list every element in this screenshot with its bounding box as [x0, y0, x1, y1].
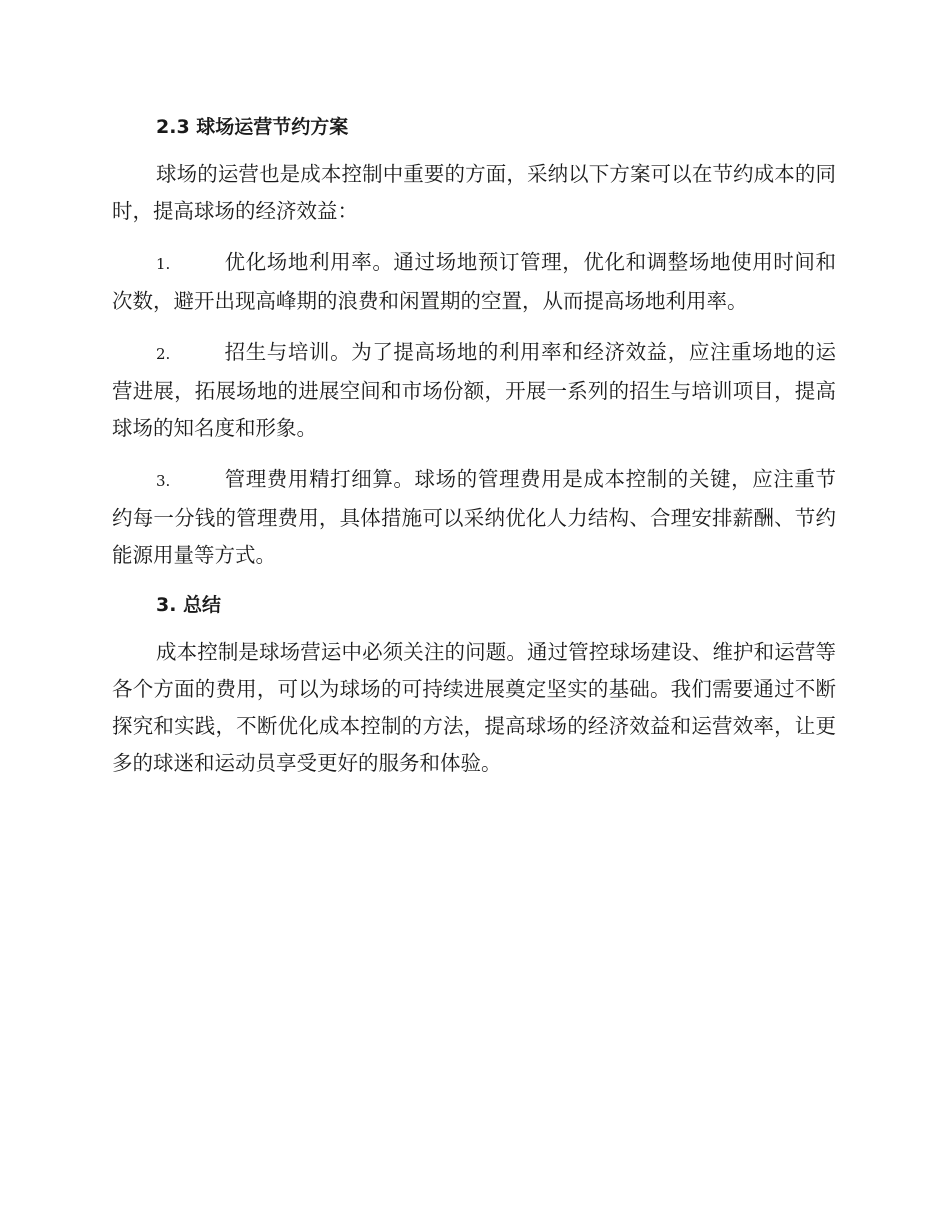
section-heading-3: 3. 总结 [156, 594, 222, 616]
summary-paragraph: 成本控制是球场营运中必须关注的问题。通过管控球场建设、维护和运营等各个方面的费用，可以为球场的可持续进展奠定坚实的基础。我们需要通过不断探究和实践，不断优化成本控制的方法，提高球场的经济效益和运营效率，让更多的球迷和运动员享受更好的服务和体验。 [112, 640, 836, 775]
list-item-number: 3. [156, 472, 171, 490]
section-intro-paragraph: 球场的运营也是成本控制中重要的方面，采纳以下方案可以在节约成本的同时，提高球场的经济效益： [112, 162, 836, 223]
list-item-number: 1. [156, 255, 171, 273]
list-item-2 [112, 334, 836, 447]
list-item-text: 优化场地利用率。通过场地预订管理，优化和调整场地使用时间和次数，避开出现高峰期的浪费和闲置期的空置，从而提高场地利用率。 [112, 250, 836, 313]
section-heading-2-3: 2.3 球场运营节约方案 [156, 116, 349, 138]
list-item-text: 管理费用精打细算。球场的管理费用是成本控制的关键，应注重节约每一分钱的管理费用，具体措施可以采纳优化人力结构、合理安排薪酬、节约能源用量等方式。 [112, 467, 836, 567]
document-content [112, 110, 836, 796]
list-item-number: 2. [156, 345, 171, 363]
list-item-3 [112, 461, 836, 574]
list-item-text: 招生与培训。为了提高场地的利用率和经济效益，应注重场地的运营进展，拓展场地的进展空间和市场份额，开展一系列的招生与培训项目，提高球场的知名度和形象。 [112, 340, 836, 440]
list-item-1 [112, 244, 836, 320]
